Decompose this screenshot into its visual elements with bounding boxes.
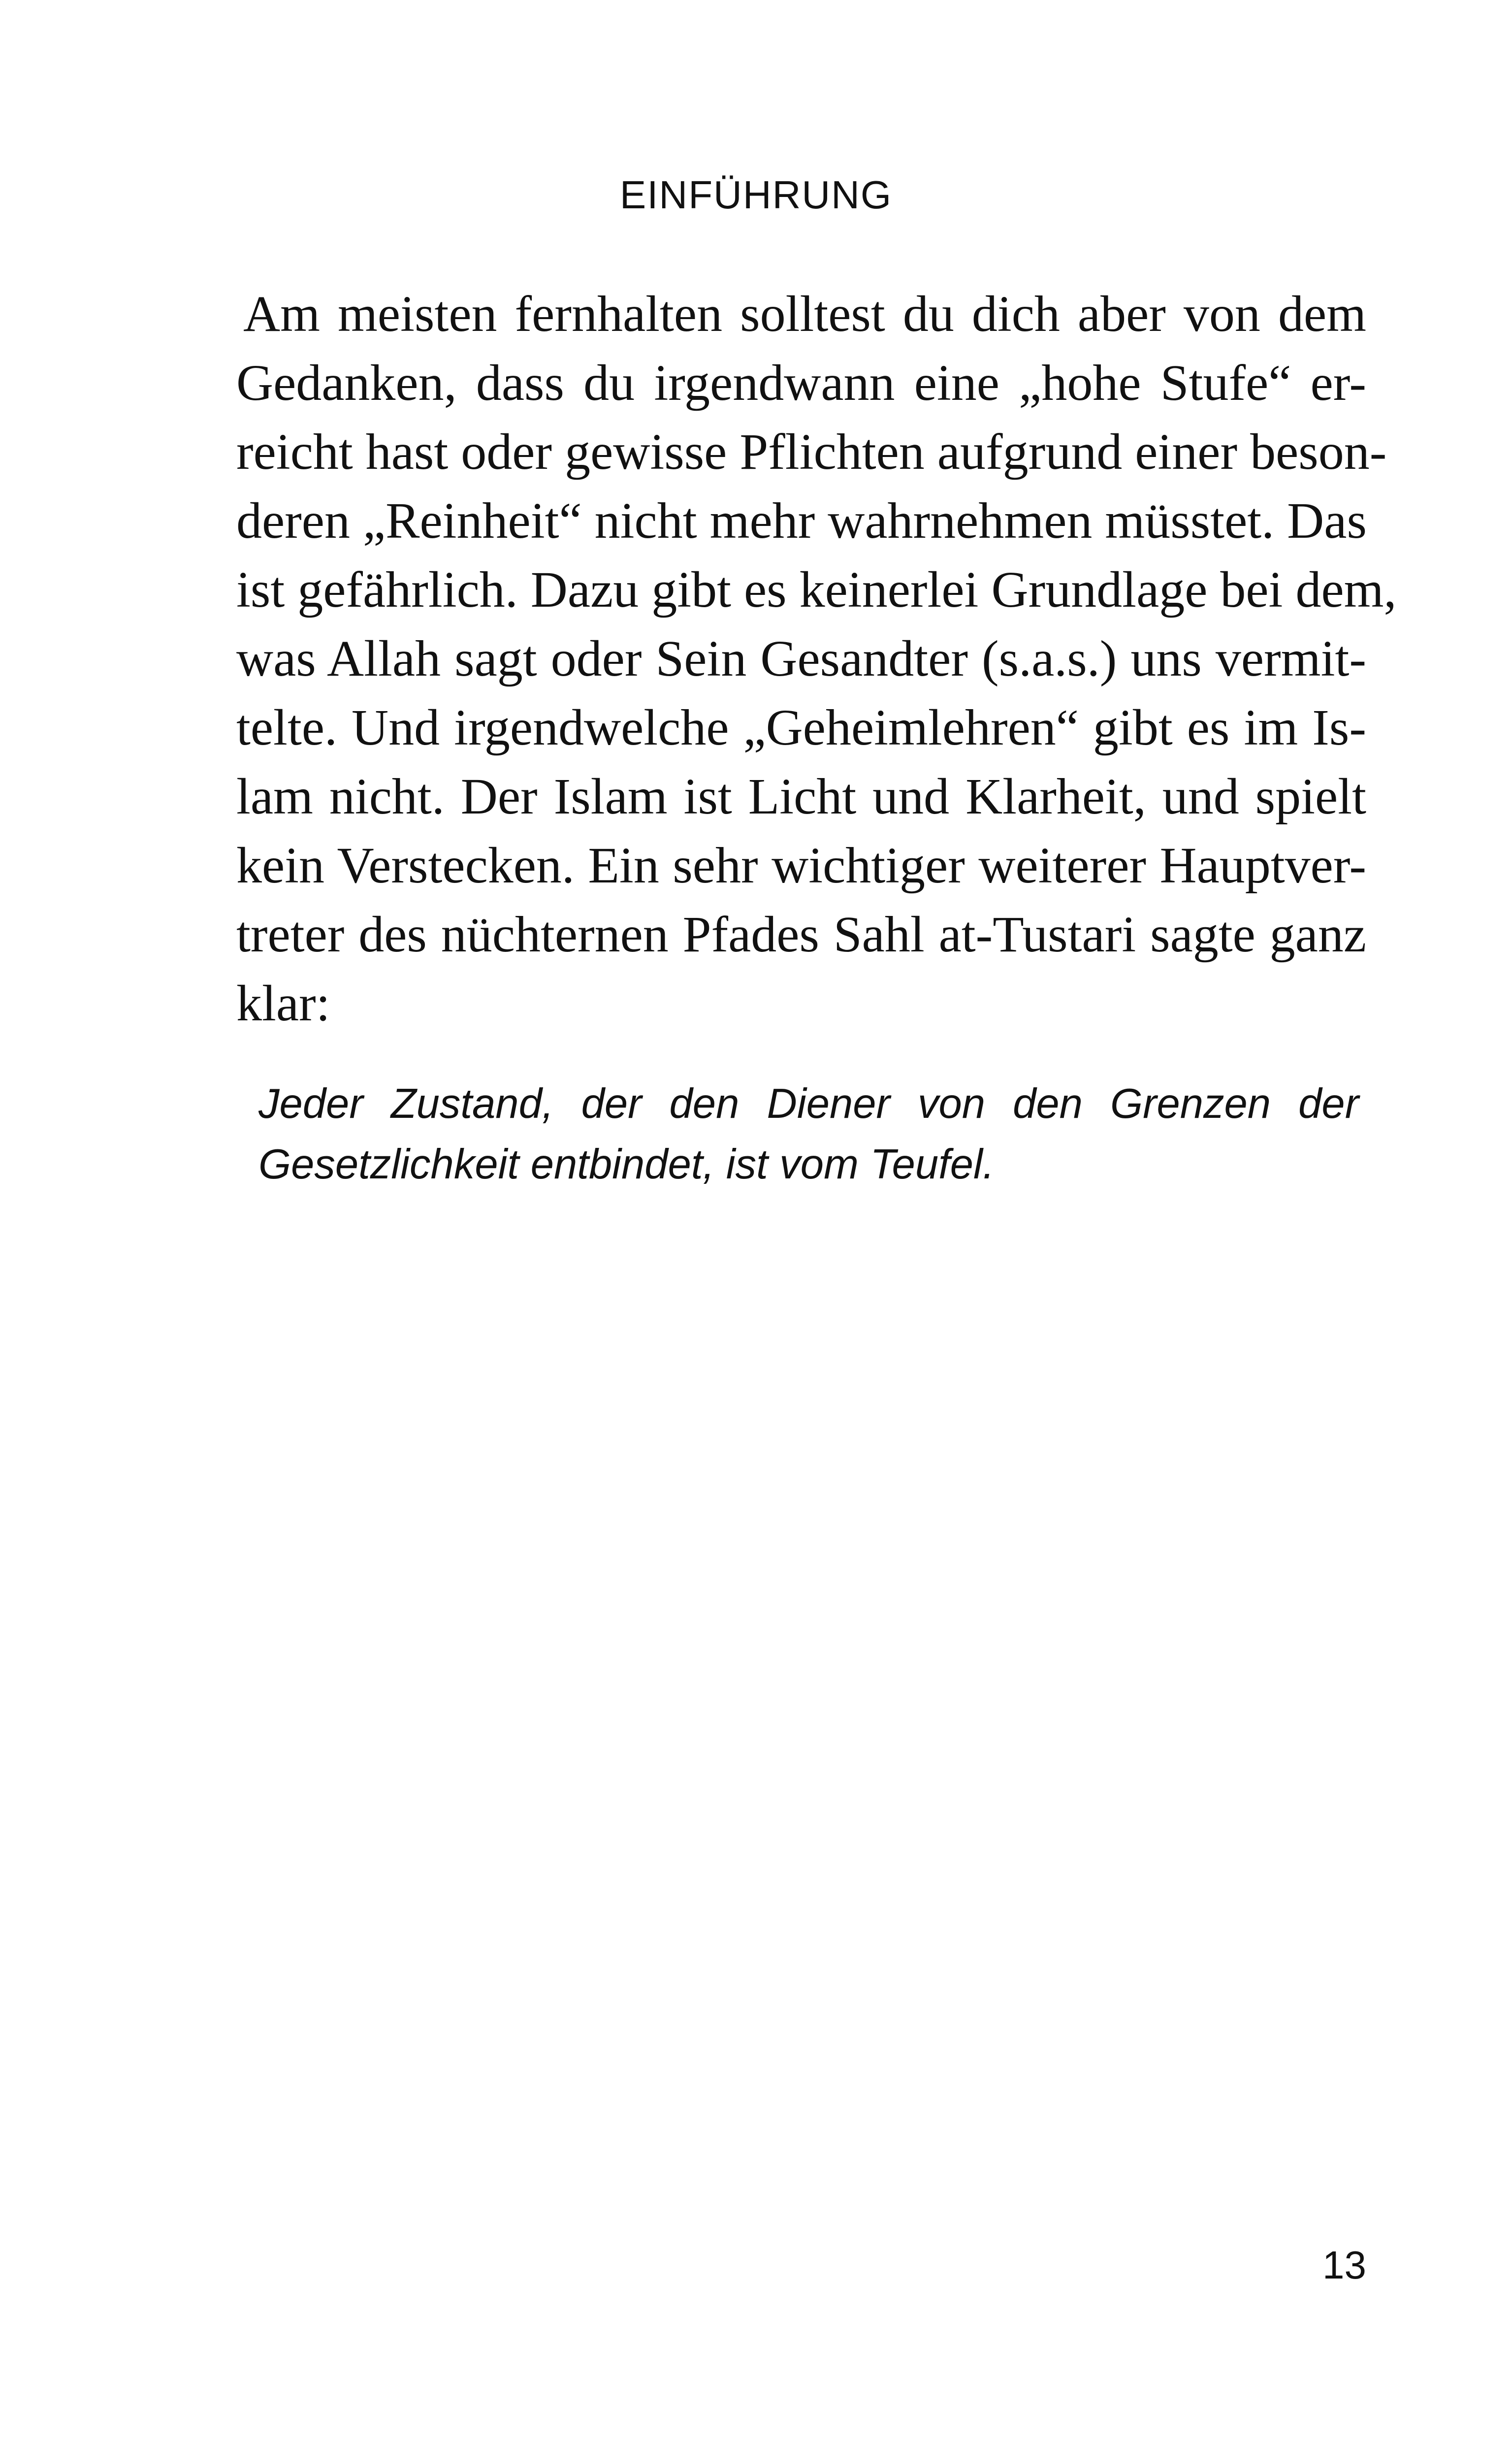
block-quote (258, 1074, 1359, 1195)
page-number: 13 (1322, 2243, 1366, 2287)
text-line: klar: (236, 975, 330, 1032)
quote-line: Jeder Zustand, der den Diener von den Grenzen der (258, 1080, 1359, 1127)
text-line: lam nicht. Der Islam ist Licht und Klarheit, und spielt (236, 768, 1366, 825)
text-line: reicht hast oder gewisse Pflichten aufgrund einer beson- (236, 423, 1387, 480)
text-line: Gedanken, dass du irgendwann eine „hohe Stufe“ er- (236, 355, 1366, 411)
body-paragraph (236, 280, 1397, 1038)
text-line: was Allah sagt oder Sein Gesandter (s.a.s.) uns vermit- (236, 630, 1366, 687)
running-head: EINFÜHRUNG (619, 173, 893, 217)
text-line: treter des nüchternen Pfades Sahl at-Tustari sagte ganz (236, 906, 1366, 963)
text-line: kein Verstecken. Ein sehr wichtiger weiterer Hauptver- (236, 837, 1366, 894)
text-line: telte. Und irgendwelche „Geheimlehren“ gibt es im Is- (236, 699, 1366, 756)
text-line: ist gefährlich. Dazu gibt es keinerlei Grundlage bei dem, (236, 561, 1397, 618)
text-line: Am meisten fernhalten solltest du dich aber von dem (243, 286, 1366, 342)
text-line: deren „Reinheit“ nicht mehr wahrnehmen müsstet. Das (236, 492, 1367, 549)
quote-line: Gesetzlichkeit entbindet, ist vom Teufel. (258, 1141, 995, 1188)
